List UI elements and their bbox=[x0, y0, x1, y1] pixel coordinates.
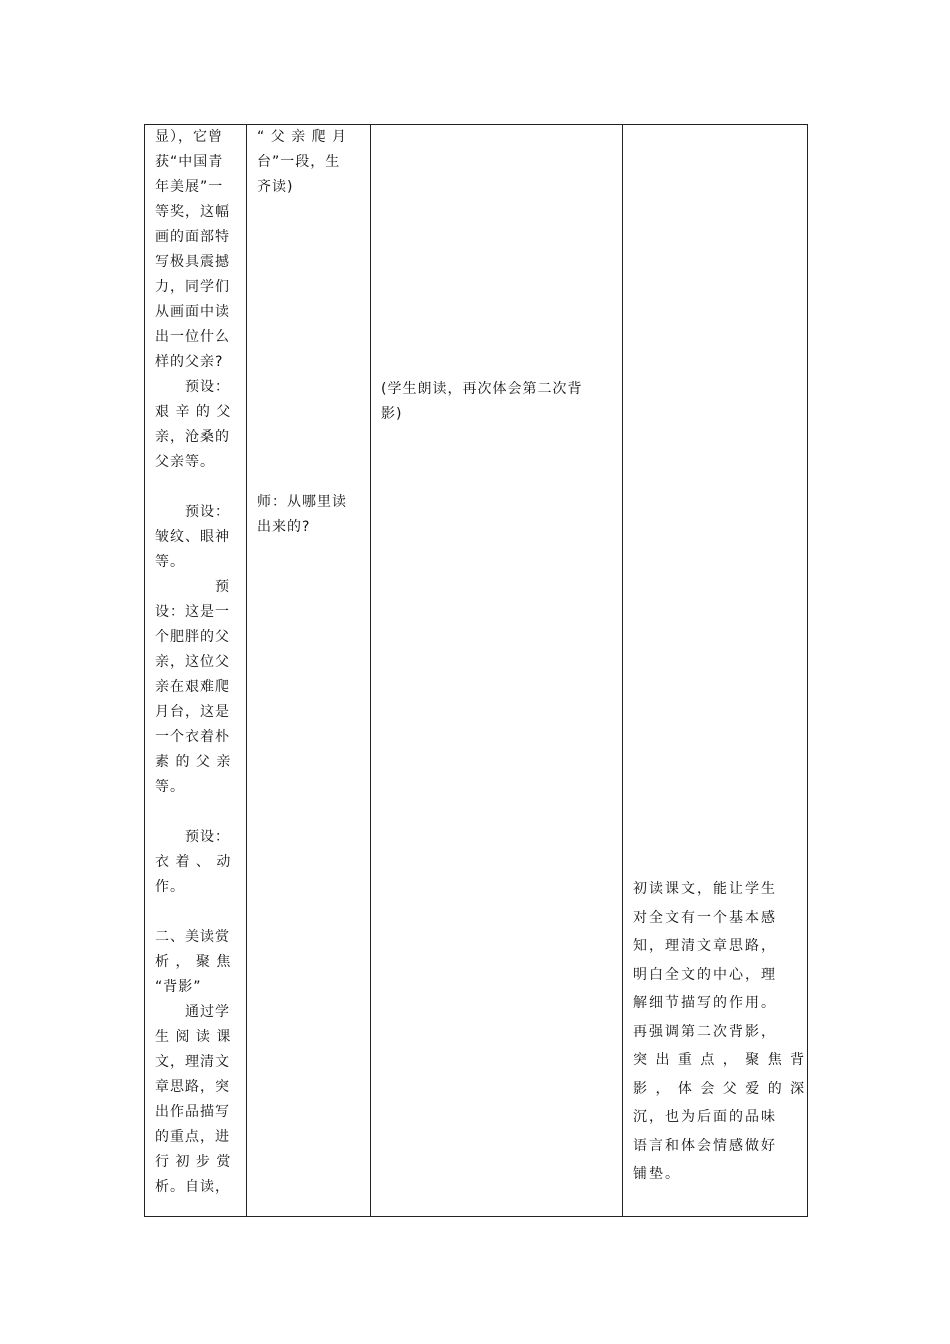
text-line: 作。 bbox=[155, 879, 185, 895]
text-line: 等。 bbox=[155, 779, 185, 795]
text-line bbox=[155, 475, 245, 500]
text-line: 显），它曾 bbox=[155, 129, 223, 145]
text-line: 亲在艰难爬 bbox=[155, 679, 230, 695]
text-line: 一个衣着朴 bbox=[155, 729, 230, 745]
text-line: 齐读) bbox=[257, 179, 294, 195]
text-line: 预设： bbox=[155, 504, 230, 520]
text-line: 明白全文的中心，理 bbox=[633, 966, 777, 983]
text-line: 等。 bbox=[155, 554, 185, 570]
text-line: 画的面部特 bbox=[155, 229, 230, 245]
text-line: 对全文有一个基本感 bbox=[633, 909, 777, 926]
text-line: “ 父 亲 爬 月 bbox=[257, 129, 348, 145]
teacher-activity-question bbox=[257, 490, 347, 540]
student-activity-cell bbox=[381, 377, 621, 427]
text-line: 力，同学们 bbox=[155, 279, 230, 295]
text-line: 等奖，这幅 bbox=[155, 204, 230, 220]
text-line: 影 ， 体 会 父 爱 的 深 bbox=[633, 1080, 807, 1097]
text-line bbox=[155, 800, 245, 825]
text-line: 亲，沧桑的 bbox=[155, 429, 230, 445]
text-line: 解细节描写的作用。 bbox=[633, 995, 777, 1011]
text-line: 知，理清文章思路， bbox=[633, 938, 777, 954]
column-divider bbox=[622, 125, 623, 1216]
text-line: 析。自读， bbox=[155, 1179, 230, 1195]
text-line: 父亲等。 bbox=[155, 454, 215, 470]
text-line: 预设： bbox=[155, 829, 230, 845]
text-line: 出一位什么 bbox=[155, 329, 230, 345]
text-line: 章思路，突 bbox=[155, 1079, 230, 1095]
column-divider bbox=[246, 125, 247, 1216]
text-line: 二、美读赏 bbox=[155, 929, 230, 945]
text-line: (学生朗读，再次体会第二次背 bbox=[381, 381, 583, 397]
text-line: 文，理清文 bbox=[155, 1054, 230, 1070]
text-line: 衣 着 、 动 bbox=[155, 854, 232, 870]
text-line: 年美展”一 bbox=[155, 179, 224, 195]
text-line: 析 ， 聚 焦 bbox=[155, 954, 232, 970]
text-line: 突 出 重 点 ， 聚 焦 背 bbox=[633, 1052, 807, 1068]
text-line: 出作品描写 bbox=[155, 1104, 230, 1120]
text-line: 行 初 步 赏 bbox=[155, 1154, 232, 1170]
text-line: 初读课文，能让学生 bbox=[633, 881, 777, 897]
text-line: 月台，这是 bbox=[155, 704, 230, 720]
text-line: 从画面中读 bbox=[155, 304, 230, 320]
text-line: 素 的 父 亲 bbox=[155, 754, 232, 770]
teaching-content-cell bbox=[155, 125, 245, 1200]
column-divider bbox=[370, 125, 371, 1216]
text-line: 通过学 bbox=[155, 1004, 230, 1020]
text-line: 预 bbox=[155, 579, 230, 595]
text-line: 预设： bbox=[155, 379, 230, 395]
text-line: 亲，这位父 bbox=[155, 654, 230, 670]
design-intent-cell bbox=[633, 875, 807, 1189]
text-line: 皱纹、眼神 bbox=[155, 529, 230, 545]
text-line: 获“中国青 bbox=[155, 154, 224, 170]
text-line: 写极具震撼 bbox=[155, 254, 230, 270]
teacher-activity-top bbox=[257, 125, 347, 200]
lesson-table bbox=[144, 124, 808, 1217]
text-line bbox=[155, 900, 245, 925]
text-line: 艰 辛 的 父 bbox=[155, 404, 232, 420]
text-line: 台”一段，生 bbox=[257, 154, 341, 170]
text-line: 样的父亲? bbox=[155, 354, 224, 370]
text-line: 沉，也为后面的品味 bbox=[633, 1109, 777, 1125]
text-line: 个肥胖的父 bbox=[155, 629, 230, 645]
text-line: 设：这是一 bbox=[155, 604, 230, 620]
text-line: “背影” bbox=[155, 979, 202, 995]
text-line: 师：从哪里读 bbox=[257, 494, 347, 510]
text-line: 铺垫。 bbox=[633, 1166, 681, 1182]
text-line: 出来的? bbox=[257, 519, 311, 535]
text-line: 影) bbox=[381, 406, 403, 422]
text-line: 生 阅 读 课 bbox=[155, 1029, 232, 1045]
text-line: 的重点，进 bbox=[155, 1129, 230, 1145]
text-line: 再强调第二次背影， bbox=[633, 1023, 777, 1040]
text-line: 语言和体会情感做好 bbox=[633, 1137, 777, 1154]
